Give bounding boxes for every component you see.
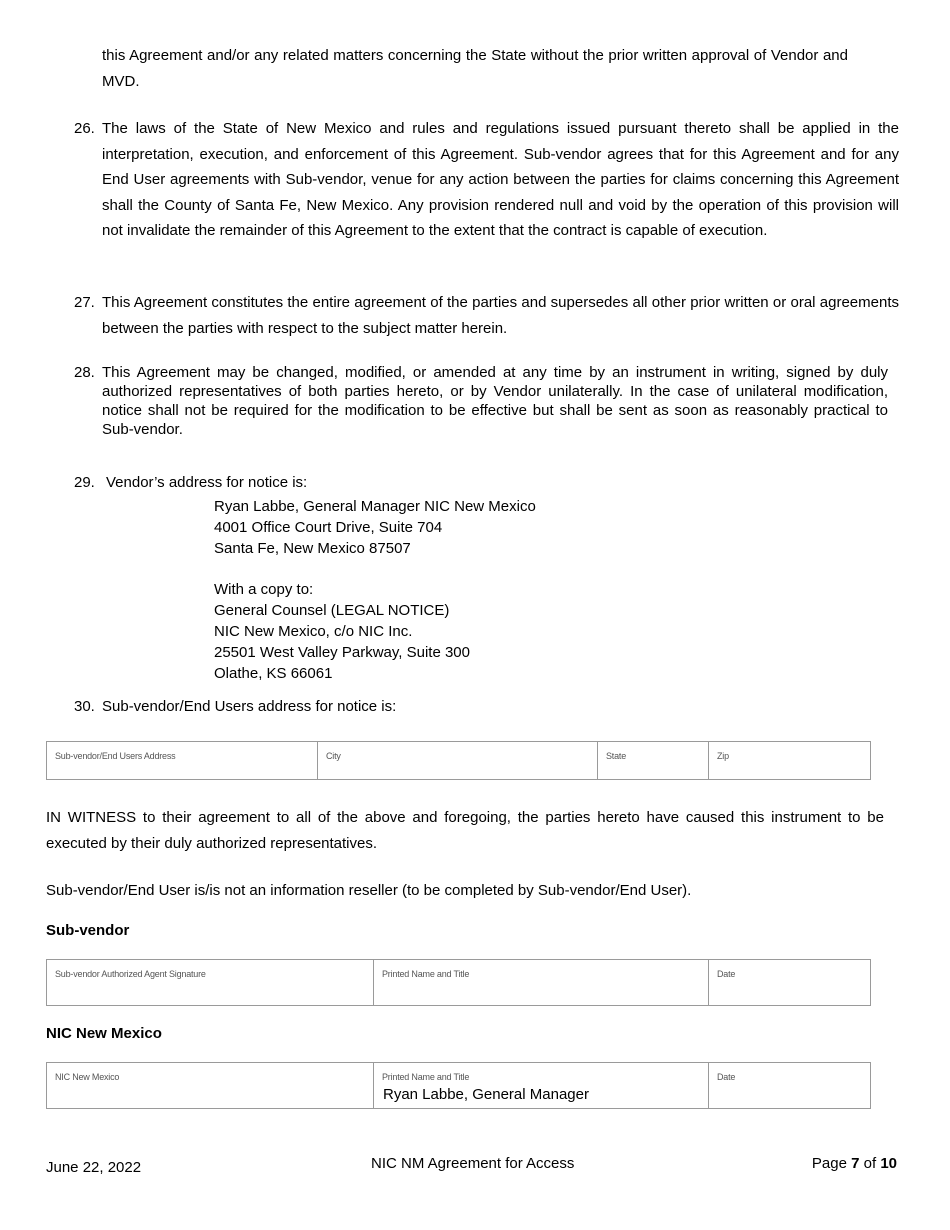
page-prefix: Page bbox=[811, 1155, 847, 1172]
name-value: Ryan Labbe, General Manager bbox=[383, 1086, 589, 1103]
clause-number: 27. bbox=[74, 294, 95, 311]
address-line: Olathe, KS 66061 bbox=[214, 665, 333, 682]
footer-title: NIC NM Agreement for Access bbox=[371, 1155, 575, 1172]
nic-name-field[interactable] bbox=[374, 1063, 709, 1109]
clause-text: Vendor’s address for notice is: bbox=[106, 474, 308, 491]
nic-date-field[interactable] bbox=[709, 1063, 871, 1109]
address-line: General Counsel (LEGAL NOTICE) bbox=[214, 602, 450, 619]
signature-label: NIC New Mexico bbox=[55, 1072, 120, 1082]
subvendor-heading: Sub-vendor bbox=[46, 922, 130, 939]
signature-label: Sub-vendor Authorized Agent Signature bbox=[55, 969, 206, 979]
clause-number: 29. bbox=[74, 474, 95, 491]
nic-signature-form bbox=[46, 1062, 871, 1109]
nic-signature-field[interactable] bbox=[47, 1063, 374, 1109]
address-line: Santa Fe, New Mexico 87507 bbox=[214, 540, 411, 557]
copy-address bbox=[214, 579, 470, 684]
clause-number: 28. bbox=[74, 364, 95, 381]
reseller-statement: Sub-vendor/End User is/is not an information reseller (to be completed by Sub-vendor/End User). bbox=[46, 882, 692, 899]
subvendor-date-field[interactable] bbox=[709, 960, 871, 1006]
zip-field[interactable] bbox=[709, 742, 871, 780]
name-label: Printed Name and Title bbox=[382, 1072, 470, 1082]
state-field[interactable] bbox=[598, 742, 709, 780]
footer-date: June 22, 2022 bbox=[46, 1159, 142, 1176]
page-total: 10 bbox=[880, 1155, 897, 1172]
date-label: Date bbox=[717, 969, 736, 979]
city-field[interactable] bbox=[318, 742, 598, 780]
address-field[interactable] bbox=[47, 742, 318, 780]
address-line: 25501 West Valley Parkway, Suite 300 bbox=[214, 644, 470, 661]
address-line: Ryan Labbe, General Manager NIC New Mexico bbox=[214, 498, 536, 515]
subvendor-address-form bbox=[46, 741, 871, 780]
nic-heading: NIC New Mexico bbox=[46, 1025, 162, 1042]
clause-text: This Agreement constitutes the entire agreement of the parties and supersedes all other prior written or oral agreements between the parties with respect to the subject matter herein. bbox=[102, 294, 899, 337]
footer-page-number bbox=[812, 1155, 897, 1172]
address-line: With a copy to: bbox=[214, 581, 314, 598]
clause-number: 30. bbox=[74, 698, 95, 715]
state-field-label: State bbox=[606, 751, 627, 761]
witness-paragraph: IN WITNESS to their agreement to all of the above and foregoing, the parties hereto have caused this instrument to be executed by their duly authorized representatives. bbox=[46, 809, 884, 852]
vendor-address bbox=[214, 496, 536, 559]
city-field-label: City bbox=[326, 751, 341, 761]
address-field-label: Sub-vendor/End Users Address bbox=[55, 751, 176, 761]
continuation-paragraph: this Agreement and/or any related matters concerning the State without the prior written approval of Vendor and MVD. bbox=[102, 47, 848, 90]
clause-number: 26. bbox=[74, 120, 95, 137]
subvendor-name-field[interactable] bbox=[374, 960, 709, 1006]
date-label: Date bbox=[717, 1072, 736, 1082]
clause-text: This Agreement may be changed, modified, or amended at any time by an instrument in writing, signed by duly authorized representatives of both parties hereto, or by Vendor unilaterally. In the case of unilateral modification, notice shall not be required for the modification to be effective but shall be sent as soon as reasonably practical to Sub-vendor. bbox=[102, 364, 888, 438]
page-current: 7 bbox=[851, 1155, 860, 1172]
address-line: 4001 Office Court Drive, Suite 704 bbox=[214, 519, 443, 536]
zip-field-label: Zip bbox=[717, 751, 729, 761]
clause-text: The laws of the State of New Mexico and rules and regulations issued pursuant thereto shall be applied in the interpretation, execution, and enforcement of this Agreement. Sub-vendor agrees that for this Agreement and for any End User agreements with Sub-vendor, venue for any action between the parties for claims concerning this Agreement shall the County of Santa Fe, New Mexico. Any provision rendered null and void by the operation of this provision will not invalidate the remainder of this Agreement to the extent that the contract is capable of execution. bbox=[102, 120, 899, 239]
subvendor-signature-form bbox=[46, 959, 871, 1006]
clause-text: Sub-vendor/End Users address for notice is: bbox=[102, 698, 397, 715]
address-line: NIC New Mexico, c/o NIC Inc. bbox=[214, 623, 413, 640]
name-label: Printed Name and Title bbox=[382, 969, 470, 979]
page-of: of bbox=[863, 1155, 877, 1172]
subvendor-signature-field[interactable] bbox=[47, 960, 374, 1006]
